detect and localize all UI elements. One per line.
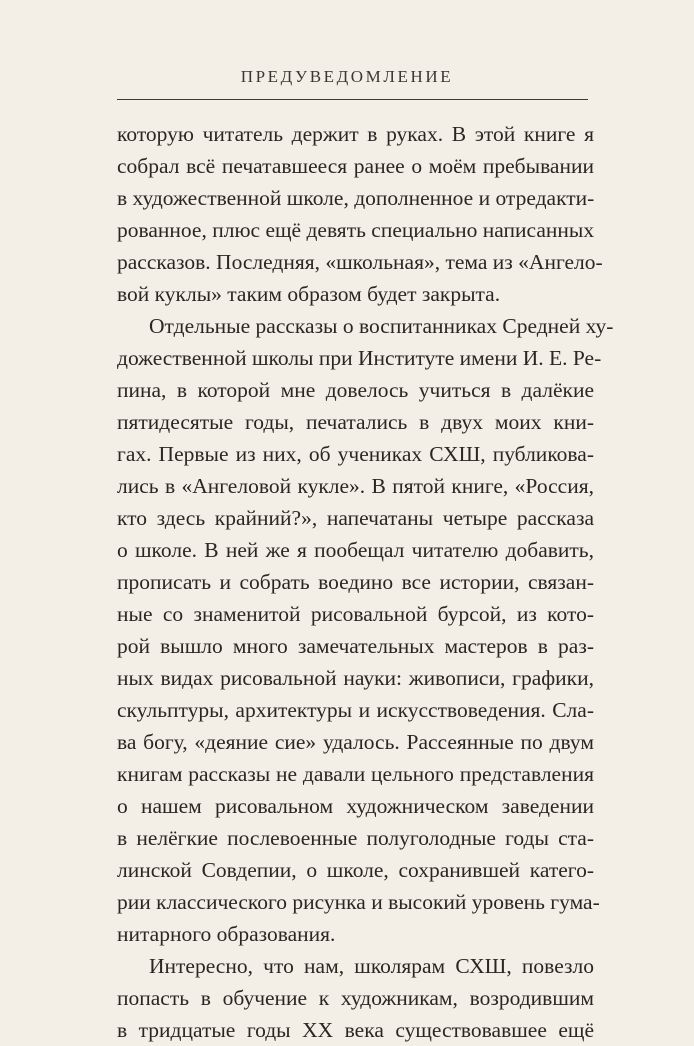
text-line: дожественной школы при Институте имени И. Е. Ре-	[117, 346, 602, 370]
text-line: о нашем рисовальном художническом заведении	[117, 794, 594, 818]
running-head-title: ПРЕДУВЕДОМЛЕНИЕ	[240, 67, 454, 86]
body-text	[117, 118, 614, 1046]
text-line: о школе. В ней же я пообещал читателю добавить,	[117, 538, 594, 562]
text-line: Отдельные рассказы о воспитанниках Средней ху-	[149, 314, 614, 338]
text-line: в тридцатые годы XX века существовавшее ещё	[117, 1018, 594, 1042]
text-line: ных видах рисовальной науки: живописи, графики,	[117, 666, 594, 690]
text-line: рассказов. Последняя, «школьная», тема из «Ангело-	[117, 250, 603, 274]
text-line: ные со знаменитой рисовальной бурсой, из кото-	[117, 602, 594, 626]
text-line: Интересно, что нам, школярам СХШ, повезло	[149, 954, 594, 978]
text-line: скульптуры, архитектуры и искусствоведения. Сла-	[117, 698, 594, 722]
text-line: в художественной школе, дополненное и отредакти-	[117, 186, 595, 210]
text-line: собрал всё печатавшееся ранее о моём пребывании	[117, 154, 594, 178]
text-line: нитарного образования.	[117, 922, 336, 946]
text-line: книгам рассказы не давали цельного представления	[117, 762, 594, 786]
paragraph-1	[117, 118, 603, 310]
text-line: пятидесятые годы, печатались в двух моих кни-	[117, 410, 594, 434]
text-line: попасть в обучение к художникам, возродившим	[117, 986, 594, 1010]
text-line: прописать и собрать воедино все истории, связан-	[117, 570, 594, 594]
text-line: кто здесь крайний?», напечатаны четыре рассказа	[117, 506, 594, 530]
header-rule	[117, 99, 588, 100]
paragraph-3	[117, 950, 594, 1046]
text-line: линской Совдепии, о школе, сохранившей катего-	[117, 858, 594, 882]
text-line: рии классического рисунка и высокий уровень гума-	[117, 890, 600, 914]
text-line: пина, в которой мне довелось учиться в далёкие	[117, 378, 594, 402]
text-line: в нелёгкие послевоенные полуголодные годы ста-	[117, 826, 594, 850]
paragraph-2	[117, 310, 614, 950]
text-line: лись в «Ангеловой кукле». В пятой книге, «Россия,	[117, 474, 594, 498]
text-line: рой вышло много замечательных мастеров в раз-	[117, 634, 594, 658]
text-line: рованное, плюс ещё девять специально написанных	[117, 218, 595, 242]
text-line: вой куклы» таким образом будет закрыта.	[117, 282, 501, 306]
text-line: ва богу, «деяние сие» удалось. Рассеянные по двум	[117, 730, 594, 754]
text-line: которую читатель держит в руках. В этой книге я	[117, 122, 594, 146]
text-line: гах. Первые из них, об учениках СХШ, публикова-	[117, 442, 594, 466]
